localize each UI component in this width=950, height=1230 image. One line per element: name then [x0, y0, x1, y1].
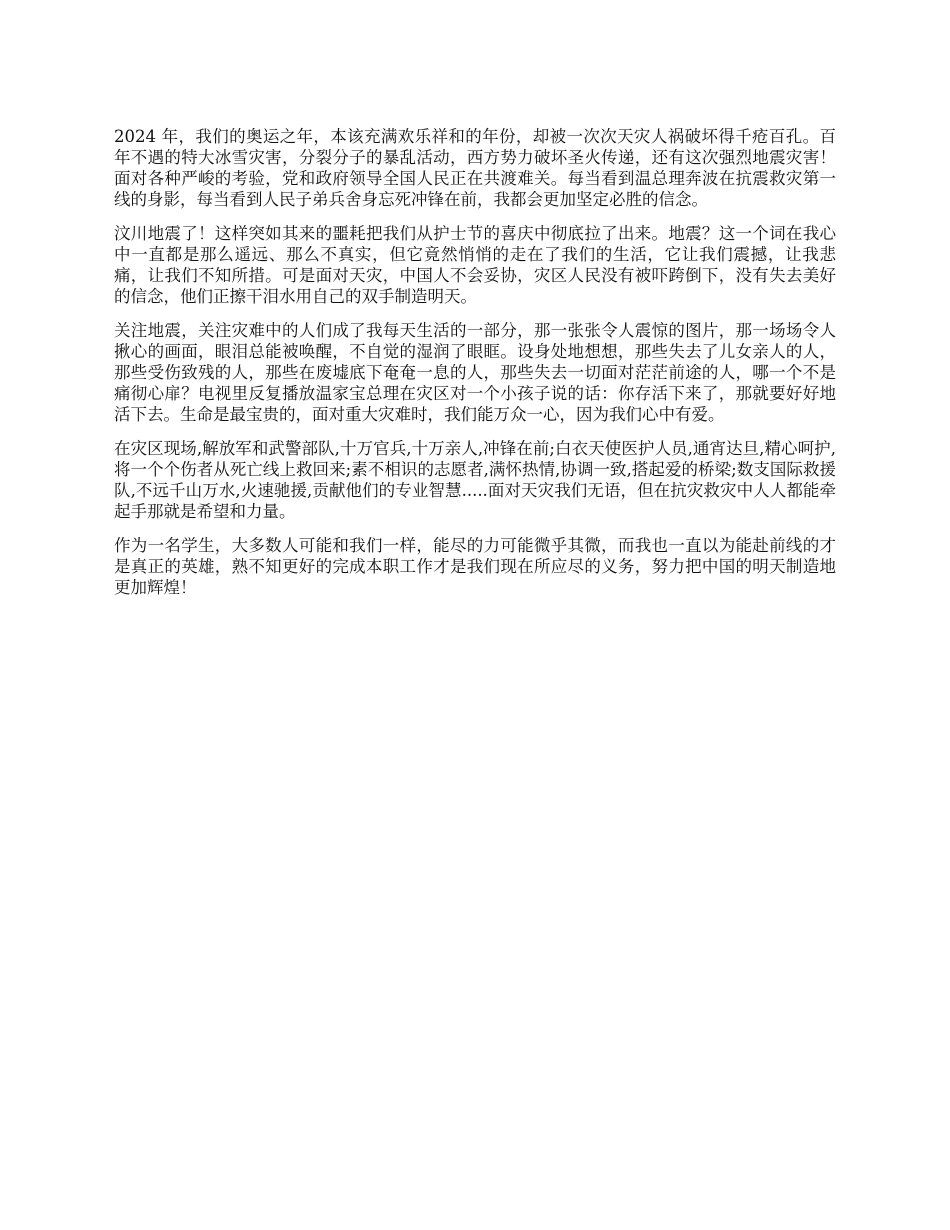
paragraph-4: 在灾区现场,解放军和武警部队,十万官兵,十万亲人,冲锋在前;白衣天使医护人员,通宵达旦,精心呵护,将一个个伤者从死亡线上救回来;素不相识的志愿者,满怀热情,协调一致,搭起爱的桥梁;数支国际救援队,不远千山万水,火速驰援,贡献他们的专业智慧.....面对天灾我们无语，但在抗灾救灾中人人都能牵起手那就是希望和力量。 — [114, 439, 836, 521]
document-body — [114, 126, 836, 611]
paragraph-3: 关注地震，关注灾难中的人们成了我每天生活的一部分，那一张张令人震惊的图片，那一场场令人揪心的画面，眼泪总能被唤醒，不自觉的湿润了眼眶。设身处地想想，那些失去了儿女亲人的人，那些受伤致残的人，那些在废墟底下奄奄一息的人，那些失去一切面对茫茫前途的人，哪一个不是痛彻心扉？电视里反复播放温家宝总理在灾区对一个小孩子说的话：你存活下来了，那就要好好地活下去。生命是最宝贵的，面对重大灾难时，我们能万众一心，因为我们心中有爱。 — [114, 321, 836, 424]
paragraph-5: 作为一名学生，大多数人可能和我们一样，能尽的力可能微乎其微，而我也一直以为能赴前线的才是真正的英雄，熟不知更好的完成本职工作才是我们现在所应尽的义务，努力把中国的明天制造地更加辉煌！ — [114, 536, 836, 597]
paragraph-1: 2024 年，我们的奥运之年，本该充满欢乐祥和的年份，却被一次次天灾人祸破坏得千疮百孔。百年不遇的特大冰雪灾害，分裂分子的暴乱活动，西方势力破坏圣火传递，还有这次强烈地震灾害！面对各种严峻的考验，党和政府领导全国人民正在共渡难关。每当看到温总理奔波在抗震救灾第一线的身影，每当看到人民子弟兵舍身忘死冲锋在前，我都会更加坚定必胜的信念。 — [114, 127, 836, 209]
paragraph-2: 汶川地震了！这样突如其来的噩耗把我们从护士节的喜庆中彻底拉了出来。地震？这一个词在我心中一直都是那么遥远、那么不真实，但它竟然悄悄的走在了我们的生活，它让我们震撼，让我悲痛，让我们不知所措。可是面对天灾，中国人不会妥协，灾区人民没有被吓跨倒下，没有失去美好的信念，他们正擦干泪水用自己的双手制造明天。 — [114, 224, 836, 306]
